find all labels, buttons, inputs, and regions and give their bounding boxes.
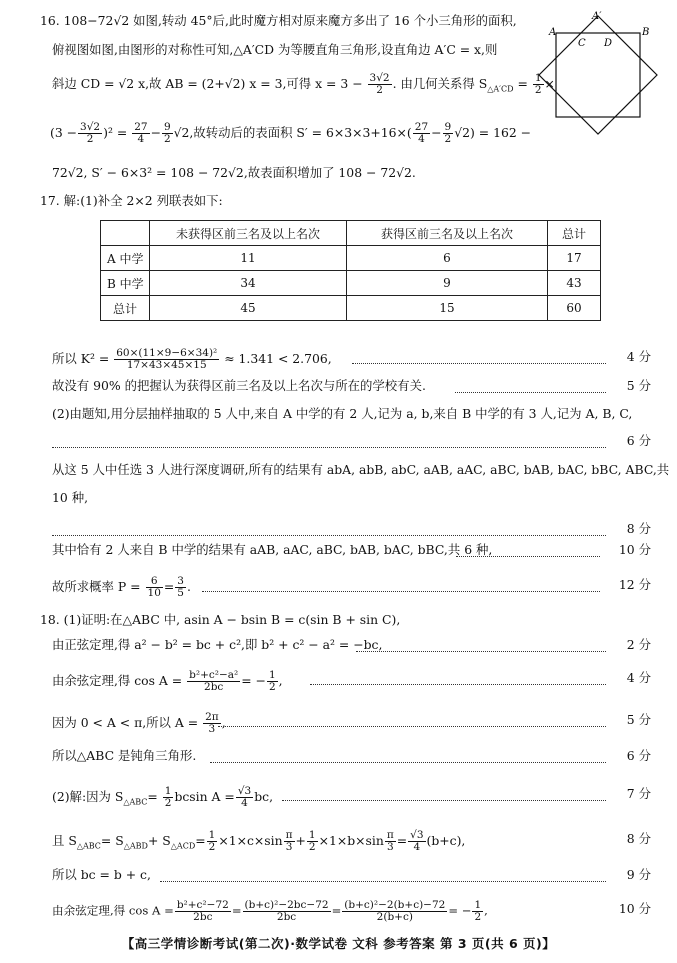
- q17-part2-line: (2)由题知,用分层抽样抽取的 5 人中,来自 A 中学的有 2 人,记为 a, b,来自 B 中学的有 3 人,记为 A, B, C,: [52, 406, 633, 421]
- table-row: A 中学 11 6 17: [101, 246, 601, 271]
- q18-line-6: (2)解:因为 $S_{\triangle ABC}=$ $\frac{1}{2}$ bcsin A = $\frac{√3}{4}$ bc,: [52, 785, 274, 809]
- label-A-prime: A′: [592, 11, 602, 22]
- q16-line-3: 斜边 CD = √2 x,故 AB = (2+√2) x = 3,可得 x = 3 − $\frac{3√2}{2}$ . 由几何关系得 $S_{\triangle A'CD}$ = $\frac{1}{2}$ ×: [52, 72, 555, 96]
- q18-line-9: 由余弦定理,得 cos A = $\frac{\text{b²+c²−72}}{2bc}$ = $\frac{\text{(b+c)²−2bc−72}}{2bc}$ = $\frac{\text{(b+c)²−2(b+c)−72}}{2(b+c)}$ = − $\frac{1}{2}$ ,: [52, 899, 488, 923]
- table-header-cell: 获得区前三名及以上名次: [347, 221, 548, 246]
- label-C: C: [578, 38, 586, 49]
- label-A: A: [549, 27, 557, 38]
- q16-line-4: (3 − $\frac{3√2}{2}$ )² = $\frac{27}{4}$ − $\frac{9}{2}$ √2,故转动后的表面积 S′ = 6×3×3+16×( $\frac{27}{4}$ − $\frac{9}{2}$ √2) = 162 −: [50, 121, 532, 145]
- fraction: $\frac{3√2}{2}$: [369, 72, 390, 96]
- label-D: D: [604, 38, 613, 49]
- q18-line-2: 由正弦定理,得 a² − b² = bc + c²,即 b² + c² − a² = −bc,: [52, 637, 383, 652]
- q18-line-4: 因为 0 < A < π,所以 A = $\frac{2\pi}{3}$ ,: [52, 711, 226, 735]
- q16-line-1: 16. 108−72√2 如图,转动 45°后,此时魔方相对原来魔方多出了 16 个小三角形的面积,: [40, 13, 517, 28]
- q17-probability-line: 故所求概率 P = $\frac{6}{10}$ = $\frac{3}{5}$ .: [52, 575, 191, 599]
- contingency-table: [100, 220, 601, 321]
- table-header-cell: 总计: [548, 221, 601, 246]
- q18-line-7: 且 $S_{\triangle ABC}= S_{\triangle ABD}+ S_{\triangle ACD}=$ $\frac{1}{2}$ ×1×c×sin $\frac{\pi}{3}$ + $\frac{1}{2}$ ×1×b×sin $\frac{\pi}{3}$ = $\frac{√3}{4}$ (b+c),: [52, 829, 466, 853]
- page-footer: 【高三学情诊断考试(第二次)·数学试卷 文科 参考答案 第 3 页(共 6 页)】: [121, 936, 556, 951]
- q17-favorable-line: 其中恰有 2 人来自 B 中学的结果有 aAB, aAC, aBC, bAB, bAC, bBC,共 6 种,: [52, 542, 493, 557]
- table-header-cell: 未获得区前三名及以上名次: [150, 221, 347, 246]
- q18-line-8: 所以 bc = b + c,: [52, 867, 151, 882]
- q16-line-2: 俯视图如图,由图形的对称性可知,△A′CD 为等腰直角三角形,设直角边 A′C = x,则: [52, 42, 498, 57]
- q17-k2-line: 所以 K² = $\frac{\text{60×(11×9−6×34)²}}{17\times 43\times 45\times 15}$ ≈ 1.341 < 2.706,: [52, 347, 332, 371]
- table-row: B 中学 34 9 43: [101, 271, 601, 296]
- q16-line-5: 72√2, S′ − 6×3² = 108 − 72√2,故表面积增加了 108 − 72√2.: [52, 165, 416, 180]
- q17-conclusion: 故没有 90% 的把握认为获得区前三名及以上名次与所在的学校有关.: [52, 378, 426, 393]
- table-row: 总计 45 15 60: [101, 296, 601, 321]
- table-header-row: [101, 221, 601, 246]
- q18-line-3: 由余弦定理,得 cos A = $\frac{\text{b²+c²−a²}}{2bc}$ = − $\frac{1}{2}$ ,: [52, 669, 283, 693]
- q17-outcomes-line: 从这 5 人中任选 3 人进行深度调研,所有的结果有 abA, abB, abC, aAB, aAC, aBC, bAB, bAC, bBC, ABC,共: [52, 462, 670, 477]
- label-B: B: [642, 27, 650, 38]
- table-header-cell: [101, 221, 150, 246]
- q18-line-1: 18. (1)证明:在△ABC 中, asin A − bsin B = c(sin B + sin C),: [40, 612, 401, 627]
- q17-intro: 17. 解:(1)补全 2×2 列联表如下:: [40, 193, 223, 208]
- rotated-cube-top-view-figure: [536, 8, 660, 138]
- q18-line-5: 所以△ABC 是钝角三角形.: [52, 748, 197, 763]
- score: 4 分: [626, 349, 651, 364]
- fraction: $\frac{1}{2}$: [534, 72, 542, 96]
